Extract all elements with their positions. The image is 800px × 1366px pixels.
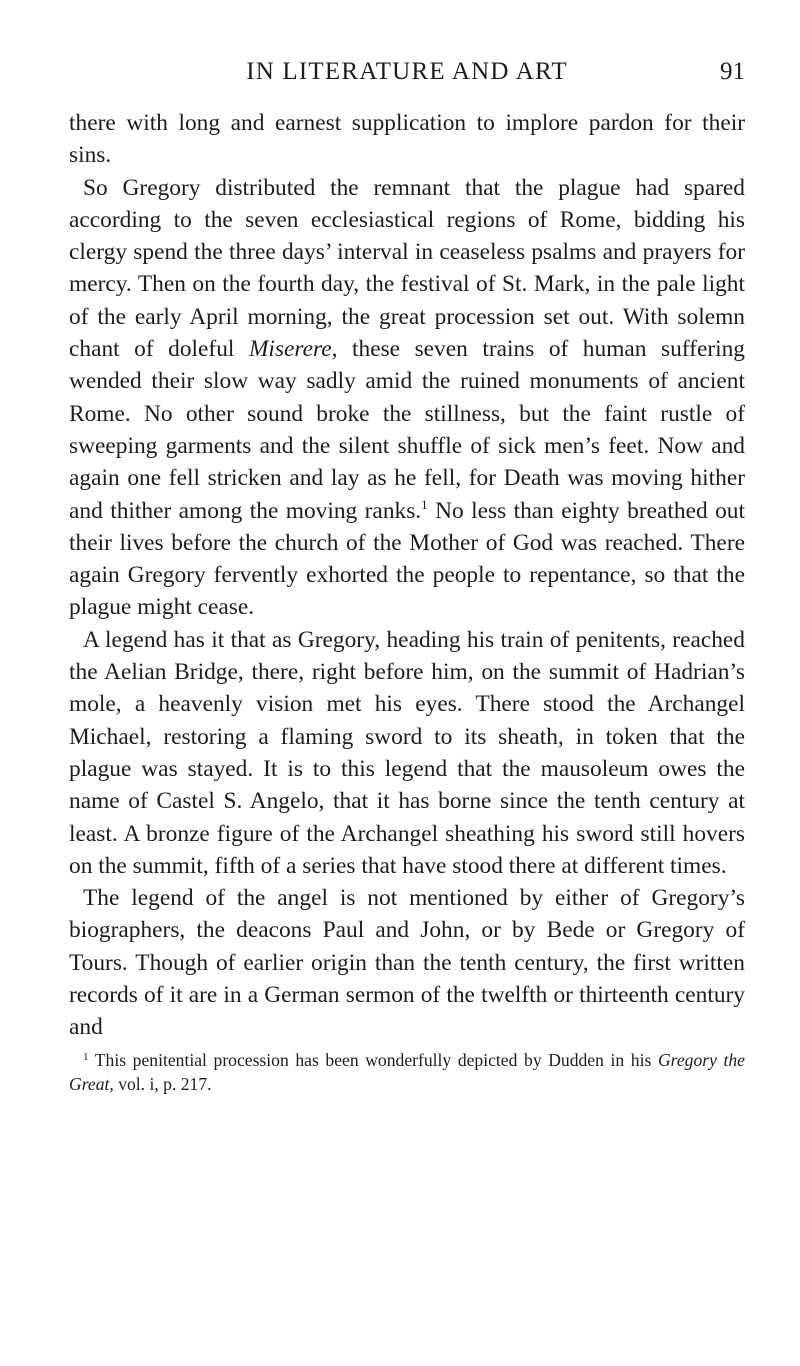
footnote-text: , vol. i, p. 217. (109, 1073, 212, 1094)
paragraph-angel: The legend of the angel is not mentioned by either of Gregory’s biographers, the deacons Paul and John, or by Bede or Gregory of Tours. Though of earlier origin than the tenth century, the first written records of it are in a German sermon of the twelfth or thirteenth century and (69, 885, 745, 1041)
running-head (69, 56, 745, 92)
footnote (69, 1048, 745, 1096)
paragraph-procession (69, 172, 745, 624)
footnote-book-title: Gregory the Great (69, 1049, 745, 1094)
page-number: 91 (720, 58, 745, 85)
footnote-text: This penitential procession has been wonderfully depicted by Dudden in his (88, 1049, 658, 1070)
footnote-marker: 1 (83, 1050, 89, 1063)
paragraph-continuation: there with long and earnest supplication to implore pardon for their sins. (69, 110, 745, 169)
book-page (69, 56, 745, 1096)
italic-term: Miserere (248, 336, 332, 363)
running-title: IN LITERATURE AND ART (246, 58, 568, 85)
footnote-reference: 1 (421, 496, 428, 512)
paragraph-text: So Gregory distributed the remnant that the plague had spared according to the seven ecclesiastical regions of Rome, bidding his clergy spend the three days’ interval in ceaseless psalms and prayers for mercy. Then on the fourth day, the festival of St. Mark, in the pale light of the early April morning, the great procession set out. With solemn chant of doleful (69, 174, 745, 363)
paragraph-legend: A legend has it that as Gregory, heading his train of penitents, reached the Aelian Bridge, there, right before him, on the summit of Hadrian’s mole, a heavenly vision met his eyes. There stood the Archangel Michael, restoring a flaming sword to its sheath, in token that the plague was stayed. It is to this legend that the mausoleum owes the name of Castel S. Angelo, that it has borne since the tenth century at least. A bronze figure of the Archangel sheathing his sword still hovers on the summit, fifth of a series that have stood there at different times. (69, 626, 745, 879)
paragraph-text: , these seven trains of human suffering wended their slow way sadly amid the ruined monuments of ancient Rome. No other sound broke the stillness, but the faint rustle of sweeping garments and the silent shuffle of sick men’s feet. Now and again one fell stricken and lay as he fell, for Death was moving hither and thither among the moving ranks. (69, 336, 745, 524)
paragraph-text: No less than eighty breathed out their lives before the church of the Mother of God was reached. There again Gregory fervently exhorted the people to repentance, so that the plague might cease. (69, 497, 745, 621)
body-text (69, 107, 745, 1044)
